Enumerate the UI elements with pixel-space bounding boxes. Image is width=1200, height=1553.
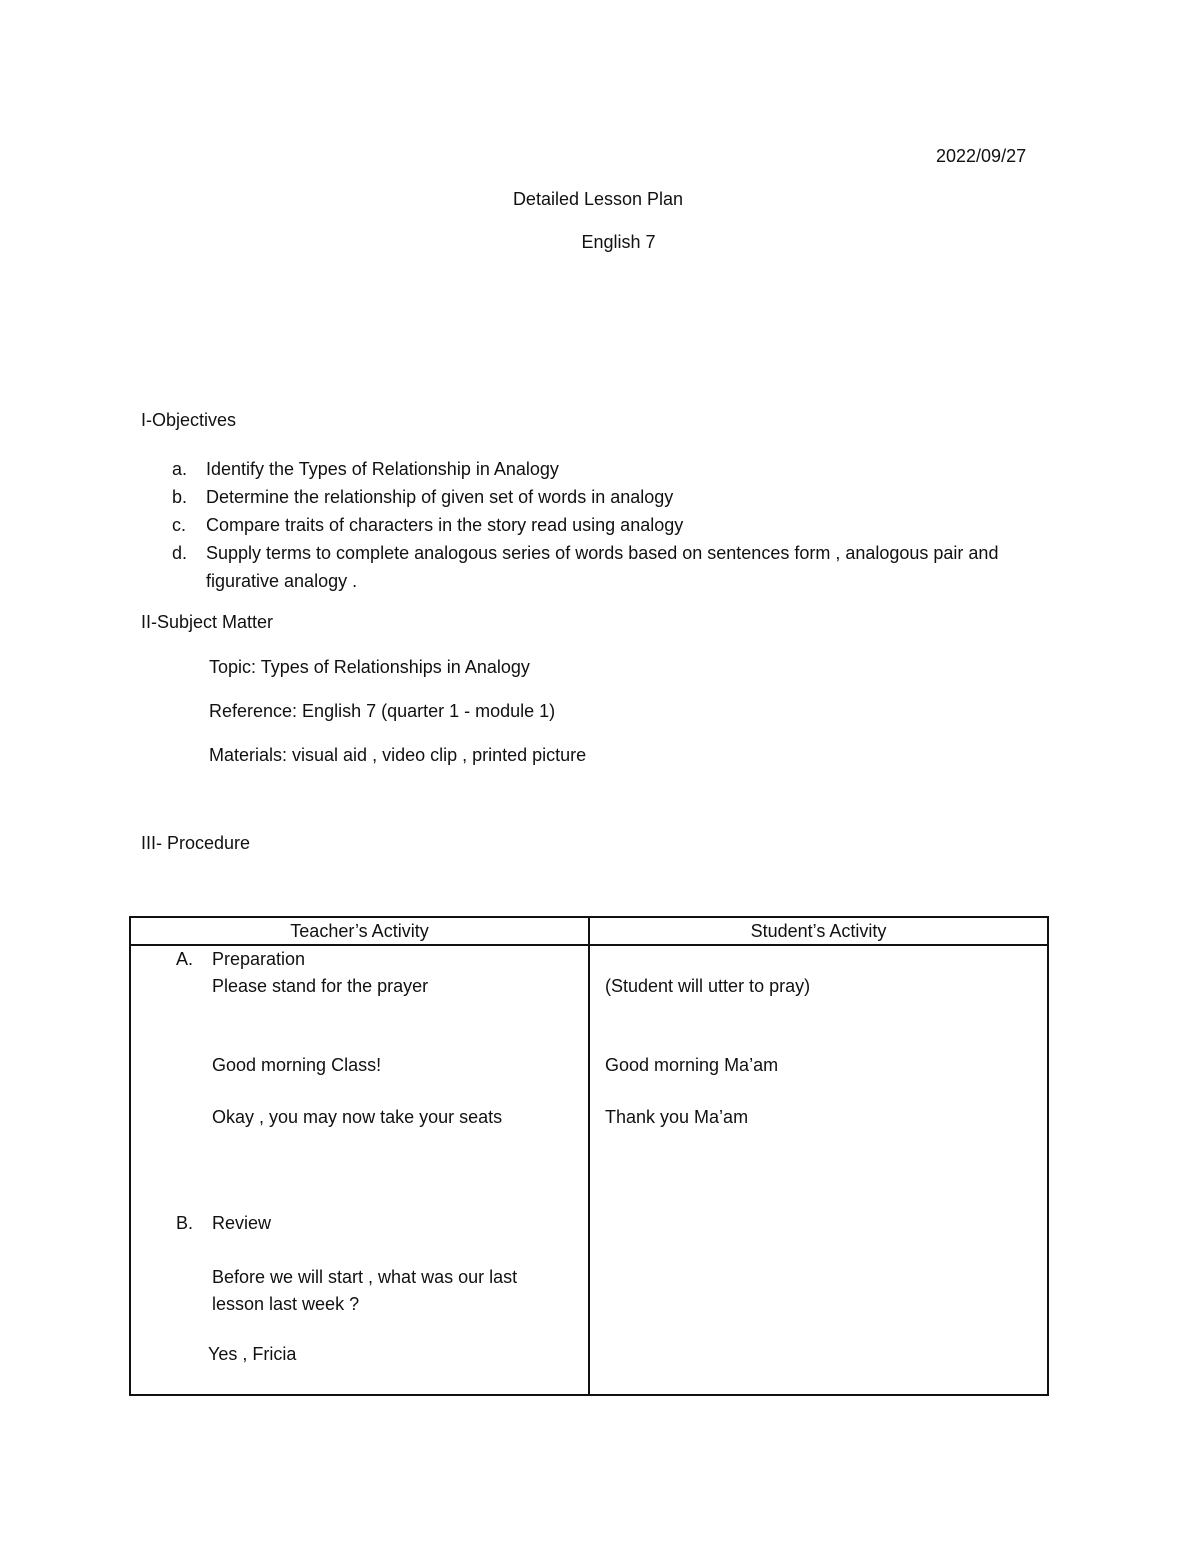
list-text: Supply terms to complete analogous series of words based on sentences form , analogous pair and figurative analogy . <box>206 543 999 591</box>
teacher-prayer: Please stand for the prayer <box>212 976 429 996</box>
list-marker: b. <box>172 487 188 507</box>
subject-reference: Reference: English 7 (quarter 1 - module 1) <box>209 701 556 721</box>
list-text: Determine the relationship of given set of words in analogy <box>206 487 674 507</box>
teacher-activity-header: Teacher’s Activity <box>290 921 429 941</box>
section-b-marker: B. <box>176 1213 194 1233</box>
subject-matter-heading: II-Subject Matter <box>141 612 274 632</box>
header-divider <box>131 944 1047 946</box>
teacher-seats: Okay , you may now take your seats <box>212 1107 503 1127</box>
list-item <box>172 539 1052 595</box>
list-marker: a. <box>172 459 188 479</box>
student-greeting: Good morning Ma’am <box>605 1055 779 1075</box>
teacher-greeting: Good morning Class! <box>212 1055 382 1075</box>
procedure-heading: III- Procedure <box>141 833 251 853</box>
activity-table <box>129 916 1049 1396</box>
subject-materials: Materials: visual aid , video clip , printed picture <box>209 745 587 765</box>
teacher-review-question: Before we will start , what was our last lesson last week ? <box>212 1267 518 1314</box>
list-item <box>172 511 1052 539</box>
list-marker: d. <box>172 543 188 563</box>
objectives-heading: I-Objectives <box>141 410 237 430</box>
list-text: Compare traits of characters in the story read using analogy <box>206 515 684 535</box>
list-marker: c. <box>172 515 187 535</box>
document-date: 2022/09/27 <box>936 146 1027 166</box>
list-text: Identify the Types of Relationship in Analogy <box>206 459 559 479</box>
subject-topic: Topic: Types of Relationships in Analogy <box>209 657 530 677</box>
student-seats: Thank you Ma’am <box>605 1107 749 1127</box>
teacher-call: Yes , Fricia <box>208 1344 297 1364</box>
student-prayer: (Student will utter to pray) <box>605 976 811 996</box>
section-a-title: Preparation <box>212 949 306 969</box>
document-subtitle: English 7 <box>581 232 656 252</box>
list-item <box>172 483 1052 511</box>
column-divider <box>588 918 590 1394</box>
section-b-title: Review <box>212 1213 272 1233</box>
list-item <box>172 455 1052 483</box>
section-a-marker: A. <box>176 949 194 969</box>
student-activity-header: Student’s Activity <box>750 921 887 941</box>
document-title: Detailed Lesson Plan <box>512 189 684 209</box>
objectives-list <box>172 455 1052 595</box>
